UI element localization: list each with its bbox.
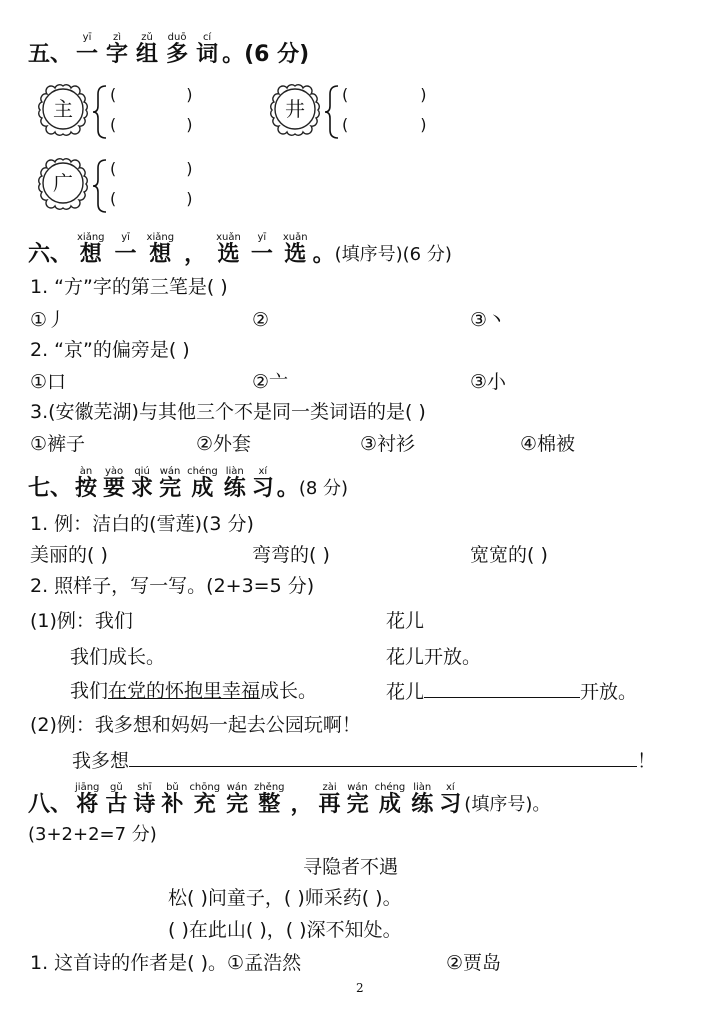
pinyin: chōng bbox=[189, 782, 221, 793]
pinyin-char bbox=[106, 32, 128, 67]
hanzi: 练 bbox=[411, 792, 434, 817]
q7-2: 2. 照样子，写一写。(2+3=5 分) bbox=[30, 575, 315, 597]
pinyin-char bbox=[166, 32, 188, 67]
pinyin: xí bbox=[258, 466, 268, 477]
pinyin: duō bbox=[167, 32, 187, 43]
pinyin: zài bbox=[322, 782, 337, 793]
pinyin-char bbox=[411, 782, 433, 817]
poem-line-1[interactable]: 松( )问童子，( )师采药( )。 bbox=[168, 887, 402, 909]
hanzi: 补 bbox=[161, 792, 184, 817]
pinyin: xiǎng bbox=[146, 232, 175, 243]
pinyin-char bbox=[254, 782, 284, 817]
pinyin: zǔ bbox=[141, 32, 153, 43]
pinyin-char bbox=[189, 782, 220, 817]
pinyin: xí bbox=[445, 782, 455, 793]
q7-1-item-a[interactable]: 美丽的( ) bbox=[30, 544, 108, 566]
pinyin: chéng bbox=[374, 782, 406, 793]
pinyin-char bbox=[226, 782, 248, 817]
hanzi: 按 bbox=[75, 476, 98, 501]
pinyin-char bbox=[133, 782, 155, 817]
hanzi: 整 bbox=[258, 792, 281, 817]
pinyin: wán bbox=[159, 466, 181, 477]
pinyin-char bbox=[283, 232, 308, 267]
pinyin-char bbox=[147, 232, 175, 267]
page-number: 2 bbox=[356, 981, 364, 995]
pinyin-char bbox=[187, 466, 218, 501]
hanzi: 一 bbox=[114, 242, 137, 267]
pinyin-char bbox=[131, 466, 153, 501]
q7-2-ex1-label: (1)例：我们 bbox=[30, 610, 133, 632]
pinyin: yī bbox=[257, 232, 267, 243]
pinyin-char bbox=[439, 782, 461, 817]
q7-1-item-b[interactable]: 弯弯的( ) bbox=[252, 544, 330, 566]
pinyin-char bbox=[76, 32, 98, 67]
brace-1 bbox=[92, 84, 108, 140]
section-6-tail: 。 bbox=[312, 242, 335, 267]
q7-2-ex1-line3-right bbox=[386, 679, 637, 704]
hanzi: 习 bbox=[439, 792, 462, 817]
paren-blank-2b[interactable]: ( ) bbox=[342, 115, 427, 134]
pinyin-char bbox=[196, 32, 218, 67]
section-8-heading bbox=[28, 782, 550, 817]
q8-1-opt-b[interactable]: ②贾岛 bbox=[446, 952, 502, 974]
hanzi: 成 bbox=[191, 476, 214, 501]
ex-subject: 花儿 bbox=[386, 681, 425, 703]
section-7-note: (8 分) bbox=[298, 478, 349, 499]
section-6-heading bbox=[28, 232, 452, 267]
pinyin: xuǎn bbox=[216, 232, 241, 243]
pinyin-char bbox=[216, 232, 241, 267]
section-5-heading bbox=[28, 32, 309, 67]
section-8-note: (填序号)。 bbox=[464, 794, 551, 815]
q6-3-opt-b[interactable]: ②外套 bbox=[196, 433, 252, 455]
section-7-prefix: 七、 bbox=[28, 476, 73, 501]
paren-blank-1b[interactable]: ( ) bbox=[110, 115, 193, 134]
paren-blank-3b[interactable]: ( ) bbox=[110, 189, 193, 208]
q6-1-opt-a[interactable]: ①丿 bbox=[30, 309, 67, 331]
q7-2-ex2-line bbox=[72, 748, 656, 773]
pinyin-char bbox=[159, 466, 181, 501]
pinyin: wán bbox=[347, 782, 368, 793]
hanzi: 组 bbox=[136, 42, 159, 67]
q6-3-opt-a[interactable]: ①裤子 bbox=[30, 433, 86, 455]
q6-2-opt-b[interactable]: ②亠 bbox=[252, 371, 289, 393]
hanzi: 一 bbox=[76, 42, 99, 67]
pinyin-char bbox=[75, 466, 97, 501]
q7-2-ex1-line3-left bbox=[70, 679, 317, 703]
pinyin: wán bbox=[226, 782, 248, 793]
pinyin-char bbox=[319, 782, 341, 817]
poem-line-2[interactable]: ( )在此山( )，( )深不知处。 bbox=[168, 919, 402, 941]
pinyin: xuǎn bbox=[282, 232, 308, 243]
section-5-tail: 。(6 分) bbox=[222, 42, 310, 67]
pinyin-char bbox=[136, 32, 158, 67]
section-5-prefix: 五、 bbox=[28, 42, 73, 67]
pinyin: yào bbox=[104, 466, 124, 477]
flower-char: 井 bbox=[285, 97, 305, 121]
q7-2-ex1-line2-left: 我们成长。 bbox=[70, 646, 166, 668]
pinyin: yī bbox=[121, 232, 130, 243]
hanzi: 练 bbox=[223, 476, 246, 501]
q6-3-opt-c[interactable]: ③衬衫 bbox=[360, 433, 416, 455]
q7-1: 1. 例：洁白的(雪莲)(3 分) bbox=[30, 513, 254, 535]
pinyin: qiú bbox=[134, 466, 150, 477]
hanzi: 字 bbox=[106, 42, 129, 67]
pinyin: chéng bbox=[187, 466, 218, 477]
hanzi: 充 bbox=[193, 792, 216, 817]
pinyin: àn bbox=[79, 466, 93, 477]
section-6-note: (填序号)(6 分) bbox=[334, 244, 452, 265]
paren-blank-1a[interactable]: ( ) bbox=[110, 85, 193, 104]
hanzi: 求 bbox=[131, 476, 154, 501]
pinyin-char bbox=[75, 782, 99, 817]
pinyin-char bbox=[375, 782, 406, 817]
flower-char-jing bbox=[266, 80, 324, 138]
hanzi: ， bbox=[184, 242, 207, 267]
hanzi: 词 bbox=[196, 42, 219, 67]
pinyin-char bbox=[161, 782, 183, 817]
hanzi: 一 bbox=[250, 242, 273, 267]
pinyin-char bbox=[103, 466, 125, 501]
hanzi: 将 bbox=[76, 792, 99, 817]
section-8-prefix: 八、 bbox=[28, 792, 73, 817]
flower-char-zhu bbox=[34, 80, 92, 138]
q7-1-item-c[interactable]: 宽宽的( ) bbox=[470, 544, 548, 566]
pinyin-char bbox=[115, 232, 137, 267]
ex-subject: 我们 bbox=[70, 680, 109, 702]
ex-underlined-phrase: 在党的怀抱里幸福 bbox=[108, 680, 261, 702]
section-6-prefix: 六、 bbox=[28, 242, 73, 267]
paren-blank-3a[interactable]: ( ) bbox=[110, 159, 193, 178]
q7-2-ex1-line2-right: 花儿开放。 bbox=[386, 646, 482, 668]
hanzi: 完 bbox=[226, 792, 249, 817]
section-7-heading bbox=[28, 466, 348, 501]
q6-1-opt-b[interactable]: ② bbox=[252, 309, 270, 331]
pinyin: zhěng bbox=[254, 782, 285, 793]
hanzi: 想 bbox=[149, 242, 172, 267]
pinyin-char bbox=[251, 232, 273, 267]
brace-3 bbox=[92, 158, 108, 214]
brace-2 bbox=[324, 84, 340, 140]
flower-char: 广 bbox=[53, 171, 73, 195]
hanzi: 再 bbox=[318, 792, 341, 817]
hanzi: 古 bbox=[105, 792, 128, 817]
q8-1: 1. 这首诗的作者是( )。①孟浩然 bbox=[30, 952, 302, 974]
ex-verb: 成长。 bbox=[260, 680, 318, 702]
q6-1: 1. “方”字的第三笔是( ) bbox=[30, 276, 228, 298]
ex2-prefix: 我多想 bbox=[72, 750, 130, 772]
pinyin: gǔ bbox=[110, 782, 123, 793]
hanzi: 选 bbox=[217, 242, 240, 267]
ex2-end: ！ bbox=[637, 750, 657, 772]
pinyin: liàn bbox=[225, 466, 244, 477]
pinyin-char bbox=[291, 782, 313, 817]
hanzi: ， bbox=[290, 792, 313, 817]
section-8-score: (3+2+2=7 分) bbox=[28, 824, 157, 845]
q6-2-opt-c[interactable]: ③小 bbox=[470, 371, 507, 393]
section-7-tail: 。 bbox=[276, 476, 299, 501]
pinyin: liàn bbox=[413, 782, 432, 793]
poem-title: 寻隐者不遇 bbox=[303, 856, 399, 878]
q6-2-opt-a[interactable]: ①口 bbox=[30, 371, 67, 393]
pinyin-char bbox=[105, 782, 127, 817]
hanzi: 多 bbox=[166, 42, 189, 67]
pinyin-char bbox=[224, 466, 246, 501]
pinyin: jiāng bbox=[75, 782, 100, 793]
q7-2-ex1-right: 花儿 bbox=[386, 610, 425, 632]
hanzi: 要 bbox=[103, 476, 126, 501]
pinyin: bǔ bbox=[166, 782, 179, 793]
flower-char: 主 bbox=[53, 97, 73, 121]
pinyin-char bbox=[184, 232, 206, 267]
hanzi: 想 bbox=[79, 242, 102, 267]
hanzi: 成 bbox=[378, 792, 401, 817]
pinyin: cí bbox=[202, 32, 212, 43]
q6-2: 2. “京”的偏旁是( ) bbox=[30, 339, 190, 361]
pinyin: zì bbox=[113, 32, 122, 43]
hanzi: 习 bbox=[251, 476, 274, 501]
hanzi: 选 bbox=[284, 242, 307, 267]
pinyin: yī bbox=[82, 32, 92, 43]
q7-2-ex2-label: (2)例：我多想和妈妈一起去公园玩啊！ bbox=[30, 714, 361, 736]
answer-blank[interactable] bbox=[424, 679, 580, 698]
pinyin-char bbox=[252, 466, 274, 501]
hanzi: 完 bbox=[346, 792, 369, 817]
answer-blank[interactable] bbox=[129, 748, 637, 767]
flower-char-guang bbox=[34, 154, 92, 212]
pinyin: xiǎng bbox=[77, 232, 105, 243]
hanzi: 诗 bbox=[133, 792, 156, 817]
ex-verb: 开放。 bbox=[580, 681, 638, 703]
pinyin-char bbox=[347, 782, 369, 817]
paren-blank-2a[interactable]: ( ) bbox=[342, 85, 427, 104]
q6-1-opt-c[interactable]: ③丶 bbox=[470, 309, 507, 331]
hanzi: 完 bbox=[159, 476, 182, 501]
pinyin: shī bbox=[137, 782, 152, 793]
q6-3: 3.(安徽芜湖)与其他三个不是同一类词语的是( ) bbox=[30, 401, 426, 423]
q6-3-opt-d[interactable]: ④棉被 bbox=[520, 433, 576, 455]
pinyin-char bbox=[77, 232, 105, 267]
